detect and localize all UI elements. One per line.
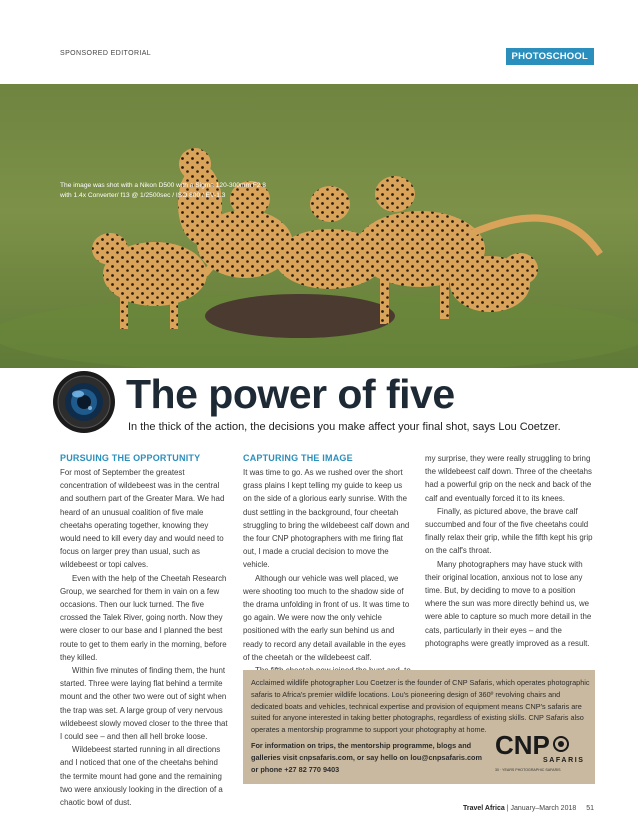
paragraph: Finally, as pictured above, the brave calf succumbed and four of the five cheetahs could finally relax their grip, while the fifth kept his grip on the calf's throat. [425,506,593,556]
section-heading: PURSUING THE OPPORTUNITY [60,453,201,463]
issue-date: | January–March 2018 [506,805,577,812]
section-badge: PHOTOSCHOOL [506,48,594,65]
camera-lens-icon [52,370,116,434]
section-label: SPONSORED EDITORIAL [60,50,152,57]
article-title: The power of five [126,371,455,417]
paragraph: Wildebeest started running in all directions and I noticed that one of the cheetahs behind the termite mount had gone and the remaining two were anxiously looking in the direction of a chaotic bowl of dust. [60,745,223,808]
paragraph: For most of September the greatest concentration of wildebeest was in the central and southern part of the Greater Mara. We had heard of an unusual coalition of five male cheetahs operating together, knowing they would need to kill every day and would need to focus on larger prey than usual, such as wildebeest or topi calves. [60,468,225,570]
logo-main-text: CNP [495,730,550,760]
caption-line-1: The image was shot with a Nikon D500 with a Sigma 120-300mm F2.8 [60,182,266,189]
caption-line-2: with 1.4x Converter/ f13 @ 1/2500sec / ISO 800 / EV-1.3 [60,191,226,199]
magazine-name: Travel Africa [463,805,505,812]
contact-suffix: or phone +27 82 770 9403 [251,764,340,774]
page-number: 51 [586,805,594,812]
website-link[interactable]: cnpsafaris.com [299,752,353,762]
article-column-3 [425,452,593,650]
promo-box [243,670,595,784]
logo-sub-text: SAFARIS [543,757,585,764]
paragraph: Although our vehicle was well placed, we were shooting too much to the shadow side of the drama unfolding in front of us. It was time to go again. We were now the only vehicle positioned with the early sun behind us and ready to record any detail available in the eyes of the cheetah or the wildebeest calf. [243,573,410,662]
promo-contact [251,740,491,775]
section-heading: CAPTURING THE IMAGE [243,453,353,463]
photo-caption [60,181,320,200]
contact-prefix: For information on trips, the mentorship programme, blogs and galleries visit [251,740,472,762]
paragraph: It was time to go. As we rushed over the short grass plains I kept telling my guide to keep us on the side of a glorious early sunrise. With the dust settling in the background, four cheetah struggling to bring the wildebeest calf down and the four CNP photographers with me firing flat out, I made a crucial decision to move the vehicle. [243,468,410,570]
email-link[interactable]: lou@cnpsafaris.com [410,752,482,762]
cnp-logo [493,728,585,774]
paragraph: Many photographers may have stuck with their original location, anxious not to lose any time. But, by deciding to move to a position where the sun was more directly behind us, we were able to capture so much more detail in the cats, particularly in their eyes – and the photographs were greatly improved as a result. [425,559,592,648]
article-column-1 [60,452,230,809]
paragraph: Within five minutes of finding them, the hunt started. Three were laying flat behind a termite mount and the other two were out of sight when the trap was set. A large group of very nervous wildebeest slowly moved closer to the three that I could see – and then all hell broke loose. [60,666,228,742]
paragraph: Even with the help of the Cheetah Research Group, we searched for them in vain on a few occasions. Then our luck turned. The five crossed the Talek River, going north. Now they were closer to our base and I planned the best route to get to them early in the morning, before they killed. [60,573,227,662]
promo-text: Acclaimed wildlife photographer Lou Coetzer is the founder of CNP Safaris, which operates photographic safaris to Africa's premier wildlife locations. Lou's pioneering design of 360º revolving chairs and dedicated boats and vehicles, technical expertise and provision of equipment means CNP's safaris are suited for anyone interested in taking better photographs, regardless of existing skills. CNP Safaris also operates a mentorship programme to support your photography at home. [251,678,590,735]
paragraph: my surprise, they were really struggling to bring the wildebeest calf down. Three of the cheetahs had a powerful grip on the neck and back of the calf and eventually forced it to its knees. [425,454,592,503]
cheetah-photo [0,84,638,368]
logo-tag-text: 30 · YEARS PHOTOGRAPHIC SAFARIS [495,768,561,772]
article-subtitle: In the thick of the action, the decisions you make affect your final shot, says Lou Coetzer. [128,421,561,433]
contact-mid: , or say hello on [352,752,411,762]
article-column-2 [243,452,413,677]
page-footer [463,805,594,812]
